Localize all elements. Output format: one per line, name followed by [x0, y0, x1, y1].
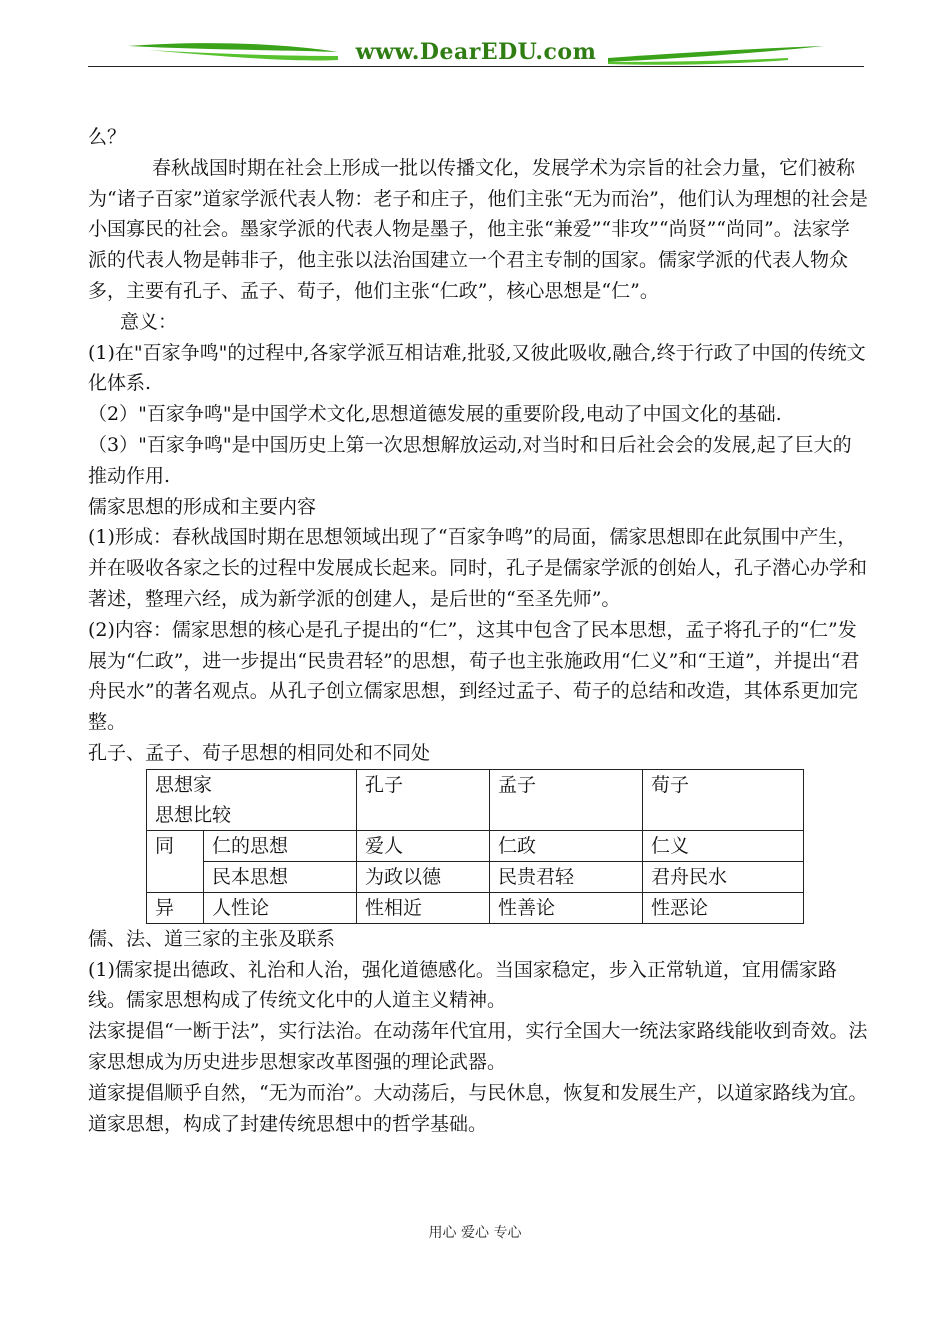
section-heading: 儒家思想的形成和主要内容 [88, 495, 317, 518]
table-corner-cell [147, 769, 357, 830]
table-cell: 性善论 [490, 892, 643, 923]
paragraph: 么？ [88, 126, 127, 148]
table-cell: 仁义 [643, 830, 804, 861]
site-brand: www.DearEDU.com [355, 39, 597, 65]
table-group-cell: 异 [147, 892, 204, 923]
comparison-table [146, 769, 804, 924]
table-header-cell: 孟子 [490, 769, 643, 830]
table-cell: 性恶论 [643, 892, 804, 923]
table-row-label: 仁的思想 [204, 830, 357, 861]
table-row [147, 861, 804, 892]
table-header-cell: 荀子 [643, 769, 804, 830]
paragraph: (1)形成：春秋战国时期在思想领域出现了“百家争鸣”的局面，儒家思想即在此氛围中产生，并在吸收各家之长的过程中发展成长起来。同时，孔子是儒家学派的创始人，孔子潜心办学和著述，整理六经，成为新学派的创建人，是后世的“至圣先师”。 [88, 526, 868, 610]
table-row [147, 769, 804, 830]
header-rule [88, 66, 864, 67]
corner-label-bottom: 思想比较 [155, 803, 232, 826]
paragraph: 法家提倡“一断于法”，实行法治。在动荡年代宜用，实行全国大一统法家路线能收到奇效。法家思想成为历史进步思想家改革图强的理论武器。 [88, 1020, 868, 1073]
page-footer: 用心 爱心 专心 [428, 1225, 522, 1241]
table-row [147, 830, 804, 861]
table-header-cell: 孔子 [357, 769, 490, 830]
corner-label-top: 思想家 [155, 773, 213, 796]
page-header [88, 28, 864, 74]
table-row-label: 民本思想 [204, 861, 357, 892]
table-cell: 仁政 [490, 830, 643, 861]
table-row-label: 人性论 [204, 892, 357, 923]
table-cell: 为政以德 [357, 861, 490, 892]
paragraph: (2)内容：儒家思想的核心是孔子提出的“仁”，这其中包含了民本思想，孟子将孔子的“仁”发展为“仁政”，进一步提出“民贵君轻”的思想，荀子也主张施政用“仁义”和“王道”，并提出“君舟民水”的著名观点。从孔子创立儒家思想，到经过孟子、荀子的总结和改造，其体系更加完整。 [88, 618, 860, 734]
paragraph: 意义： [120, 310, 178, 333]
table-cell: 民贵君轻 [490, 861, 643, 892]
table-group-cell: 同 [147, 830, 204, 892]
paragraph: （2）"百家争鸣"是中国学术文化,思想道德发展的重要阶段,电动了中国文化的基础. [88, 403, 782, 426]
document-body [88, 122, 868, 1139]
table-row [147, 892, 804, 923]
paragraph: 春秋战国时期在社会上形成一批以传播文化，发展学术为宗旨的社会力量，它们被称为“诸子百家”道家学派代表人物：老子和庄子，他们主张“无为而治”，他们认为理想的社会是小国寡民的社会。墨家学派的代表人物是墨子，他主张“兼爱”“非攻”“尚贤”“尚同”。法家学派的代表人物是韩非子，他主张以法治国建立一个君主专制的国家。儒家学派的代表人物众多，主要有孔子、孟子、荀子，他们主张“仁政”，核心思想是“仁”。 [88, 156, 868, 302]
section-heading: 儒、法、道三家的主张及联系 [88, 927, 336, 950]
table-cell: 性相近 [357, 892, 490, 923]
paragraph: (1)在"百家争鸣"的过程中,各家学派互相诘难,批驳,又彼此吸收,融合,终于行政了中国的传统文化体系. [88, 341, 866, 395]
table-cell: 爱人 [357, 830, 490, 861]
paragraph: 道家提倡顺乎自然，“无为而治”。大动荡后，与民休息，恢复和发展生产，以道家路线为宜。道家思想，构成了封建传统思想中的哲学基础。 [88, 1081, 868, 1135]
paragraph: （3）"百家争鸣"是中国历史上第一次思想解放运动,对当时和日后社会会的发展,起了巨大的推动作用. [88, 433, 852, 487]
table-cell: 君舟民水 [643, 861, 804, 892]
paragraph: (1)儒家提出德政、礼治和人治，强化道德感化。当国家稳定，步入正常轨道，宜用儒家路线。儒家思想构成了传统文化中的人道主义精神。 [88, 958, 837, 1012]
section-heading: 孔子、孟子、荀子思想的相同处和不同处 [88, 741, 431, 764]
